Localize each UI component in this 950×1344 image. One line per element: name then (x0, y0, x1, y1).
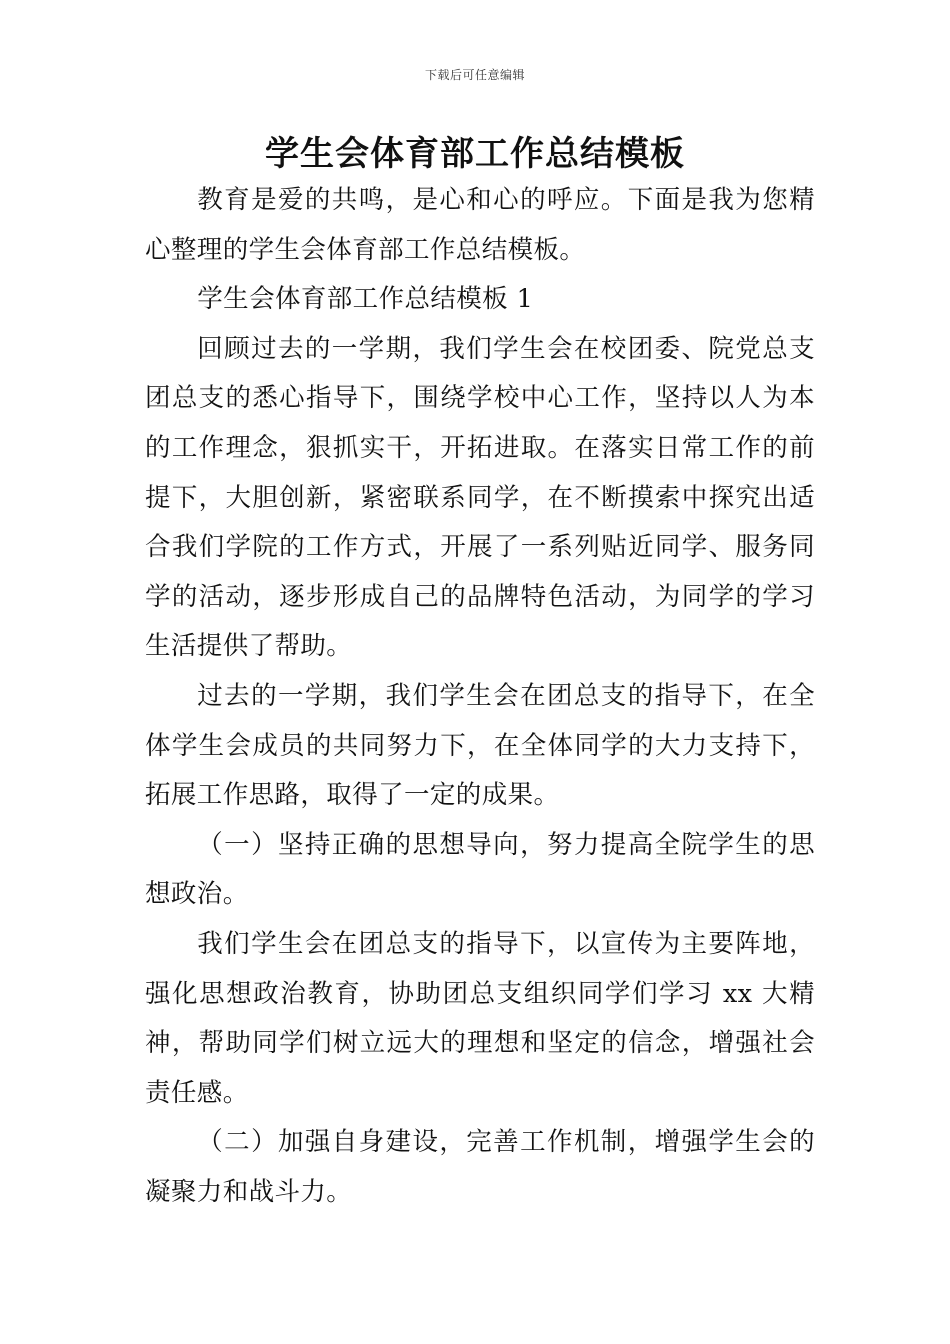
subsection-heading: （二）加强自身建设，完善工作机制，增强学生会的凝聚力和战斗力。 (145, 1127, 815, 1207)
document-title: 学生会体育部工作总结模板 (265, 134, 685, 174)
intro-paragraph: 教育是爱的共鸣，是心和心的呼应。下面是我为您精心整理的学生会体育部工作总结模板。 (145, 185, 815, 265)
header-note: 下载后可任意编辑 (424, 68, 525, 82)
body-paragraph: 回顾过去的一学期，我们学生会在校团委、院党总支团总支的悉心指导下，围绕学校中心工作，坚持以人为本的工作理念，狠抓实干，开拓进取。在落实日常工作的前提下，大胆创新，紧密联系同学，在不断摸索中探究出适合我们学院的工作方式，开展了一系列贴近同学、服务同学的活动，逐步形成自己的品牌特色活动，为同学的学习生活提供了帮助。 (145, 333, 815, 662)
body-paragraph: 过去的一学期，我们学生会在团总支的指导下，在全体学生会成员的共同努力下，在全体同学的大力支持下，拓展工作思路，取得了一定的成果。 (145, 680, 815, 811)
section-heading: 学生会体育部工作总结模板 1 (197, 284, 534, 315)
subsection-heading: （一）坚持正确的思想导向，努力提高全院学生的思想政治。 (145, 829, 815, 910)
document-body (145, 176, 815, 1217)
body-paragraph: 我们学生会在团总支的指导下，以宣传为主要阵地，强化思想政治教育，协助团总支组织同学们学习 xx 大精神，帮助同学们树立远大的理想和坚定的信念，增强社会责任感。 (145, 928, 815, 1108)
